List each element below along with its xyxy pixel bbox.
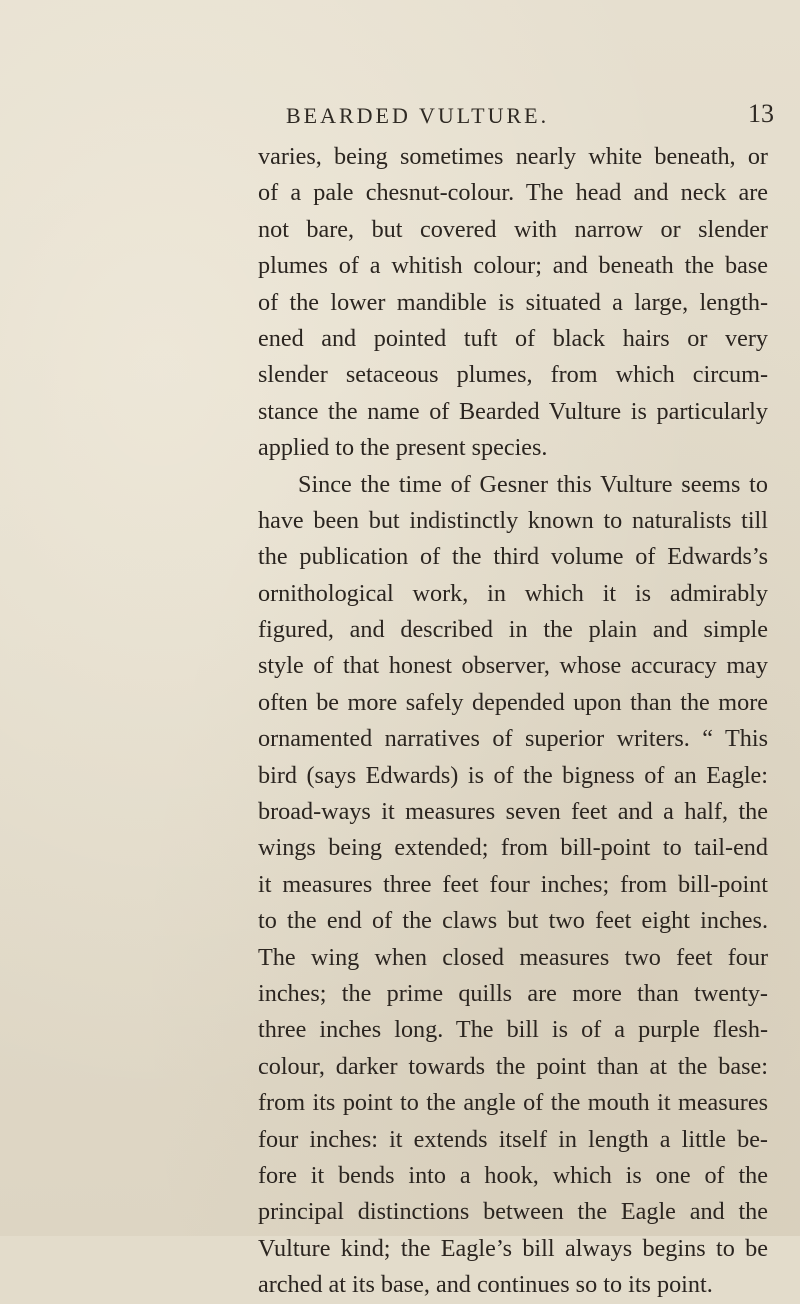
text-line: ornithological work, in which it is admirably bbox=[258, 579, 768, 607]
text-line: plumes of a whitish colour; and beneath the base bbox=[258, 252, 768, 280]
text-line: arched at its base, and continues so to its point. bbox=[258, 1271, 713, 1299]
text-line: The wing when closed measures two feet four bbox=[258, 943, 768, 971]
text-line: slender setaceous plumes, from which circum- bbox=[258, 361, 768, 389]
page-header bbox=[0, 99, 800, 143]
text-line: Vulture kind; the Eagle’s bill always begins to be bbox=[258, 1234, 768, 1262]
text-line: varies, being sometimes nearly white beneath, or bbox=[258, 143, 768, 170]
text-line: stance the name of Bearded Vulture is particularly bbox=[258, 397, 768, 425]
text-line: applied to the present species. bbox=[258, 434, 548, 462]
text-line: figured, and described in the plain and simple bbox=[258, 616, 768, 644]
text-line: to the end of the claws but two feet eight inches. bbox=[258, 907, 768, 935]
text-line: of a pale chesnut-colour. The head and neck are bbox=[258, 179, 768, 207]
text-line: from its point to the angle of the mouth it measures bbox=[258, 1089, 768, 1117]
text-line: bird (says Edwards) is of the bigness of an Eagle: bbox=[258, 761, 768, 789]
text-line: have been but indistinctly known to naturalists till bbox=[258, 506, 768, 534]
text-line: four inches: it extends itself in length a little be- bbox=[258, 1125, 768, 1153]
text-line: ened and pointed tuft of black hairs or very bbox=[258, 324, 768, 352]
text-line: of the lower mandible is situated a large, length- bbox=[258, 288, 768, 316]
text-line: style of that honest observer, whose accuracy may bbox=[258, 652, 768, 680]
text-line: three inches long. The bill is of a purple flesh- bbox=[258, 1016, 768, 1044]
text-line: it measures three feet four inches; from bill-point bbox=[258, 870, 768, 898]
text-line: principal distinctions between the Eagle and the bbox=[258, 1198, 768, 1226]
text-line: colour, darker towards the point than at the base: bbox=[258, 1052, 768, 1080]
text-line: broad-ways it measures seven feet and a half, the bbox=[258, 798, 768, 826]
text-line: ornamented narratives of superior writers. “ This bbox=[258, 725, 768, 753]
paragraph-start-line: Since the time of Gesner this Vulture seems to bbox=[298, 470, 768, 498]
text-line: wings being extended; from bill-point to tail-end bbox=[258, 834, 768, 862]
page-number: 13 bbox=[748, 99, 774, 128]
text-line: not bare, but covered with narrow or slender bbox=[258, 215, 768, 243]
text-line: often be more safely depended upon than the more bbox=[258, 688, 768, 716]
body-text bbox=[258, 139, 768, 1304]
text-line: inches; the prime quills are more than twenty- bbox=[258, 979, 768, 1007]
text-line: the publication of the third volume of Edwards’s bbox=[258, 543, 768, 571]
text-line: fore it bends into a hook, which is one of the bbox=[258, 1161, 768, 1189]
running-title: BEARDED VULTURE. bbox=[286, 103, 550, 128]
